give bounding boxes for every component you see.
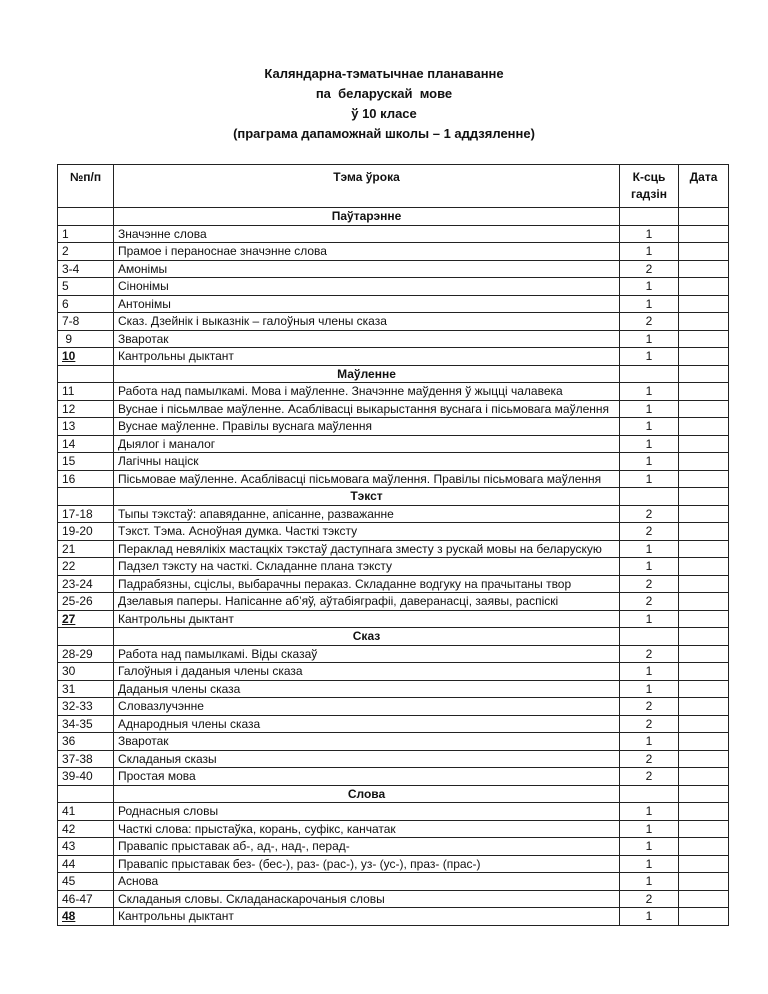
lesson-number [58,855,114,873]
table-row [58,295,729,313]
table-header-row [58,165,729,208]
document-title [0,64,768,144]
lesson-date [679,278,729,296]
lesson-date [679,698,729,716]
lesson-number-text: 42 [62,821,76,836]
lesson-date [679,418,729,436]
lesson-number [58,505,114,523]
lesson-number-text: 30 [62,664,76,678]
lesson-hours: 2 [620,750,679,768]
lesson-number [58,418,114,436]
lesson-number-text: 27 [62,611,76,626]
lesson-number-text: 1 [62,226,69,241]
lesson-date [679,453,729,471]
section-row [58,488,729,506]
lesson-topic: Пераклад невялікіх мастацкіх тэкстаў даступнага зместу з рускай мовы на беларускую [114,540,620,558]
lesson-date [679,575,729,593]
table-row [58,278,729,296]
lesson-number-text: 5 [62,279,69,293]
lesson-topic: Прамое і пераноснае значэнне слова [114,243,620,261]
lesson-number [58,715,114,733]
lesson-hours: 1 [620,470,679,488]
table-row [58,750,729,768]
lesson-number [58,680,114,698]
title-line-1: Каляндарна-тэматычнае планаванне [264,66,504,81]
lesson-hours: 1 [620,558,679,576]
lesson-date [679,890,729,908]
section-empty-cell [679,208,729,226]
header-hours-line-1: К-сць [632,170,666,184]
lesson-date [679,435,729,453]
lesson-number [58,540,114,558]
lesson-date [679,523,729,541]
section-empty-cell [679,785,729,803]
lesson-date [679,838,729,856]
lesson-hours: 1 [620,295,679,313]
lesson-hours: 1 [620,680,679,698]
section-empty-cell [58,365,114,383]
lesson-topic: Роднасныя словы [114,803,620,821]
lesson-number-text: 22 [62,559,76,573]
lesson-number-text: 23-24 [62,576,93,591]
lesson-number [58,575,114,593]
lesson-date [679,470,729,488]
lesson-number-text: 25-26 [62,594,93,608]
lesson-date [679,243,729,261]
table-row [58,873,729,891]
lesson-number [58,313,114,331]
table-row [58,418,729,436]
section-row [58,785,729,803]
lesson-number-text: 9 [62,331,73,346]
lesson-number-text: 12 [62,401,76,416]
section-empty-cell [58,785,114,803]
lesson-topic: Даданыя члены сказа [114,680,620,698]
lesson-number-text: 15 [62,454,76,468]
lesson-date [679,540,729,558]
lesson-number-text: 2 [62,244,69,258]
lesson-hours: 1 [620,838,679,856]
table-row [58,558,729,576]
table-row [58,453,729,471]
lesson-date [679,663,729,681]
lesson-number [58,890,114,908]
lesson-number-text: 37-38 [62,751,93,766]
lesson-hours: 1 [620,243,679,261]
lesson-date [679,873,729,891]
lesson-number-text: 17-18 [62,506,93,521]
lesson-topic: Амонімы [114,260,620,278]
lesson-date [679,260,729,278]
section-empty-cell [58,488,114,506]
lesson-hours: 2 [620,575,679,593]
lesson-hours: 1 [620,400,679,418]
table-row [58,593,729,611]
lesson-date [679,750,729,768]
lesson-hours: 1 [620,908,679,926]
title-line-3: ў 10 класе [351,106,417,121]
lesson-number [58,278,114,296]
lesson-topic: Кантрольны дыктант [114,908,620,926]
lesson-number-text: 44 [62,856,76,871]
lesson-hours: 2 [620,890,679,908]
lesson-date [679,768,729,786]
lesson-date [679,593,729,611]
lesson-hours: 1 [620,733,679,751]
lesson-topic: Работа над памылкамі. Віды сказаў [114,645,620,663]
table-row [58,645,729,663]
lesson-hours: 2 [620,593,679,611]
table-row [58,838,729,856]
table-row [58,523,729,541]
lesson-number [58,908,114,926]
table-row [58,610,729,628]
lesson-hours: 1 [620,855,679,873]
section-empty-cell [58,208,114,226]
lesson-hours: 1 [620,820,679,838]
lesson-number [58,593,114,611]
section-empty-cell [620,628,679,646]
lesson-number [58,663,114,681]
table-row [58,715,729,733]
lesson-topic: Зваротак [114,330,620,348]
lesson-hours: 2 [620,505,679,523]
table-row [58,575,729,593]
table-row [58,680,729,698]
lesson-hours: 2 [620,698,679,716]
table-row [58,243,729,261]
lesson-topic: Сінонімы [114,278,620,296]
table-body [58,208,729,926]
lesson-date [679,505,729,523]
lesson-topic: Складаныя словы. Складанаскарочаныя словы [114,890,620,908]
lesson-topic: Словазлучэнне [114,698,620,716]
lesson-number-text: 43 [62,839,76,853]
table-row [58,890,729,908]
lesson-number [58,453,114,471]
lesson-date [679,715,729,733]
lesson-hours: 2 [620,645,679,663]
lesson-hours: 1 [620,418,679,436]
lesson-number [58,803,114,821]
header-number: №п/п [58,165,114,208]
lesson-topic: Аднародныя члены сказа [114,715,620,733]
table-row [58,733,729,751]
lesson-topic: Значэнне слова [114,225,620,243]
lesson-topic: Тыпы тэкстаў: апавяданне, апісанне, разважанне [114,505,620,523]
lesson-number-text: 14 [62,436,76,451]
lesson-number-text: 41 [62,804,76,818]
lesson-number-text: 3-4 [62,261,80,276]
table-row [58,348,729,366]
lesson-topic: Кантрольны дыктант [114,348,620,366]
lesson-date [679,348,729,366]
lesson-number [58,820,114,838]
header-topic: Тэма ўрока [114,165,620,208]
table-row [58,698,729,716]
table-row [58,383,729,401]
lesson-number-text: 16 [62,471,76,486]
section-title: Сказ [114,628,620,646]
table-row [58,768,729,786]
lesson-number-text: 19-20 [62,524,93,538]
section-empty-cell [679,628,729,646]
table-row [58,400,729,418]
lesson-hours: 2 [620,260,679,278]
lesson-date [679,820,729,838]
section-row [58,208,729,226]
lesson-topic: Простая мова [114,768,620,786]
lesson-number [58,645,114,663]
lesson-number [58,838,114,856]
lesson-topic: Вуснае маўленне. Правілы вуснага маўлення [114,418,620,436]
lesson-number [58,873,114,891]
lesson-hours: 1 [620,435,679,453]
lesson-topic: Дзелавыя паперы. Напісанне аб’яў, аўтабіяграфіі, даверанасці, заявы, распіскі [114,593,620,611]
lesson-number [58,698,114,716]
lesson-number-text: 46-47 [62,891,93,906]
lesson-topic: Антонімы [114,295,620,313]
header-hours [620,165,679,208]
lesson-date [679,733,729,751]
section-title: Слова [114,785,620,803]
lesson-topic: Аснова [114,873,620,891]
section-empty-cell [620,488,679,506]
table-row [58,908,729,926]
title-line-4: (праграма дапаможнай школы – 1 аддзяленне) [233,126,535,141]
lesson-hours: 1 [620,225,679,243]
lesson-date [679,313,729,331]
header-date: Дата [679,165,729,208]
section-row [58,365,729,383]
section-empty-cell [679,488,729,506]
section-empty-cell [620,365,679,383]
lesson-number-text: 28-29 [62,646,93,661]
lesson-number-text: 6 [62,296,69,311]
lesson-date [679,295,729,313]
lesson-date [679,558,729,576]
lesson-number-text: 36 [62,734,76,748]
lesson-plan-table [57,164,729,926]
lesson-hours: 2 [620,768,679,786]
lesson-number [58,330,114,348]
table-row [58,470,729,488]
lesson-date [679,383,729,401]
table-row [58,505,729,523]
lesson-topic: Правапіс прыставак аб-, ад-, над-, перад- [114,838,620,856]
lesson-topic: Вуснае і пісьмлвае маўленне. Асаблівасці выкарыстання вуснага і пісьмовага маўлення [114,400,620,418]
lesson-topic: Кантрольны дыктант [114,610,620,628]
lesson-number [58,523,114,541]
lesson-hours: 2 [620,523,679,541]
section-empty-cell [679,365,729,383]
table-row [58,663,729,681]
lesson-number [58,768,114,786]
lesson-topic: Галоўныя і даданыя члены сказа [114,663,620,681]
lesson-hours: 2 [620,313,679,331]
lesson-number-text: 39-40 [62,769,93,783]
table-row [58,803,729,821]
lesson-number [58,383,114,401]
lesson-topic: Дыялог і маналог [114,435,620,453]
lesson-date [679,908,729,926]
lesson-date [679,855,729,873]
lesson-topic: Лагічны націск [114,453,620,471]
lesson-number [58,243,114,261]
lesson-date [679,330,729,348]
lesson-topic: Правапіс прыставак без- (бес-), раз- (рас-), уз- (ус-), праз- (прас-) [114,855,620,873]
lesson-number-text: 31 [62,681,76,696]
lesson-number-text: 32-33 [62,699,93,713]
section-title: Паўтарэнне [114,208,620,226]
lesson-number-text: 13 [62,419,76,433]
table-row [58,540,729,558]
lesson-number [58,733,114,751]
lesson-number-text: 11 [62,384,75,398]
lesson-topic: Складаныя сказы [114,750,620,768]
lesson-topic: Работа над памылкамі. Мова і маўленне. Значэнне маўдення ў жыцці чалавека [114,383,620,401]
table-row [58,225,729,243]
lesson-number [58,225,114,243]
lesson-hours: 1 [620,383,679,401]
title-line-2: па беларускай мове [315,86,453,101]
lesson-hours: 1 [620,348,679,366]
section-title: Маўленне [114,365,620,383]
section-empty-cell [58,628,114,646]
section-title: Тэкст [114,488,620,506]
section-row [58,628,729,646]
table-row [58,855,729,873]
lesson-date [679,400,729,418]
header-hours-line-2: гадзін [631,186,667,201]
lesson-hours: 1 [620,803,679,821]
lesson-topic: Падзел тэксту на часткі. Складанне плана тэксту [114,558,620,576]
lesson-number [58,750,114,768]
lesson-number-text: 10 [62,349,76,363]
lesson-number [58,400,114,418]
lesson-date [679,803,729,821]
lesson-hours: 2 [620,715,679,733]
lesson-hours: 1 [620,540,679,558]
lesson-hours: 1 [620,330,679,348]
lesson-number [58,260,114,278]
lesson-number-text: 48 [62,909,76,923]
table-row [58,330,729,348]
lesson-number-text: 45 [62,874,76,888]
lesson-date [679,645,729,663]
lesson-number [58,610,114,628]
section-empty-cell [620,208,679,226]
lesson-number-text: 7-8 [62,314,80,328]
lesson-number [58,435,114,453]
lesson-topic: Тэкст. Тэма. Асноўная думка. Часткі тэксту [114,523,620,541]
lesson-date [679,680,729,698]
table-row [58,820,729,838]
lesson-topic: Часткі слова: прыстаўка, корань, суфікс, канчатак [114,820,620,838]
lesson-topic: Сказ. Дзейнік і выказнік – галоўныя члены сказа [114,313,620,331]
lesson-topic: Зваротак [114,733,620,751]
table-row [58,435,729,453]
lesson-number [58,348,114,366]
table-row [58,260,729,278]
table-row [58,313,729,331]
lesson-hours: 1 [620,278,679,296]
lesson-number-text: 21 [62,541,76,556]
section-empty-cell [620,785,679,803]
lesson-number-text: 34-35 [62,716,93,731]
lesson-number [58,470,114,488]
lesson-date [679,610,729,628]
lesson-hours: 1 [620,663,679,681]
lesson-number [58,295,114,313]
lesson-number [58,558,114,576]
lesson-date [679,225,729,243]
lesson-hours: 1 [620,873,679,891]
lesson-hours: 1 [620,453,679,471]
lesson-hours: 1 [620,610,679,628]
lesson-topic: Пісьмовае маўленне. Асаблівасці пісьмовага маўлення. Правілы пісьмовага маўлення [114,470,620,488]
lesson-topic: Падрабязны, сціслы, выбарачны пераказ. Складанне водгуку на прачытаны твор [114,575,620,593]
